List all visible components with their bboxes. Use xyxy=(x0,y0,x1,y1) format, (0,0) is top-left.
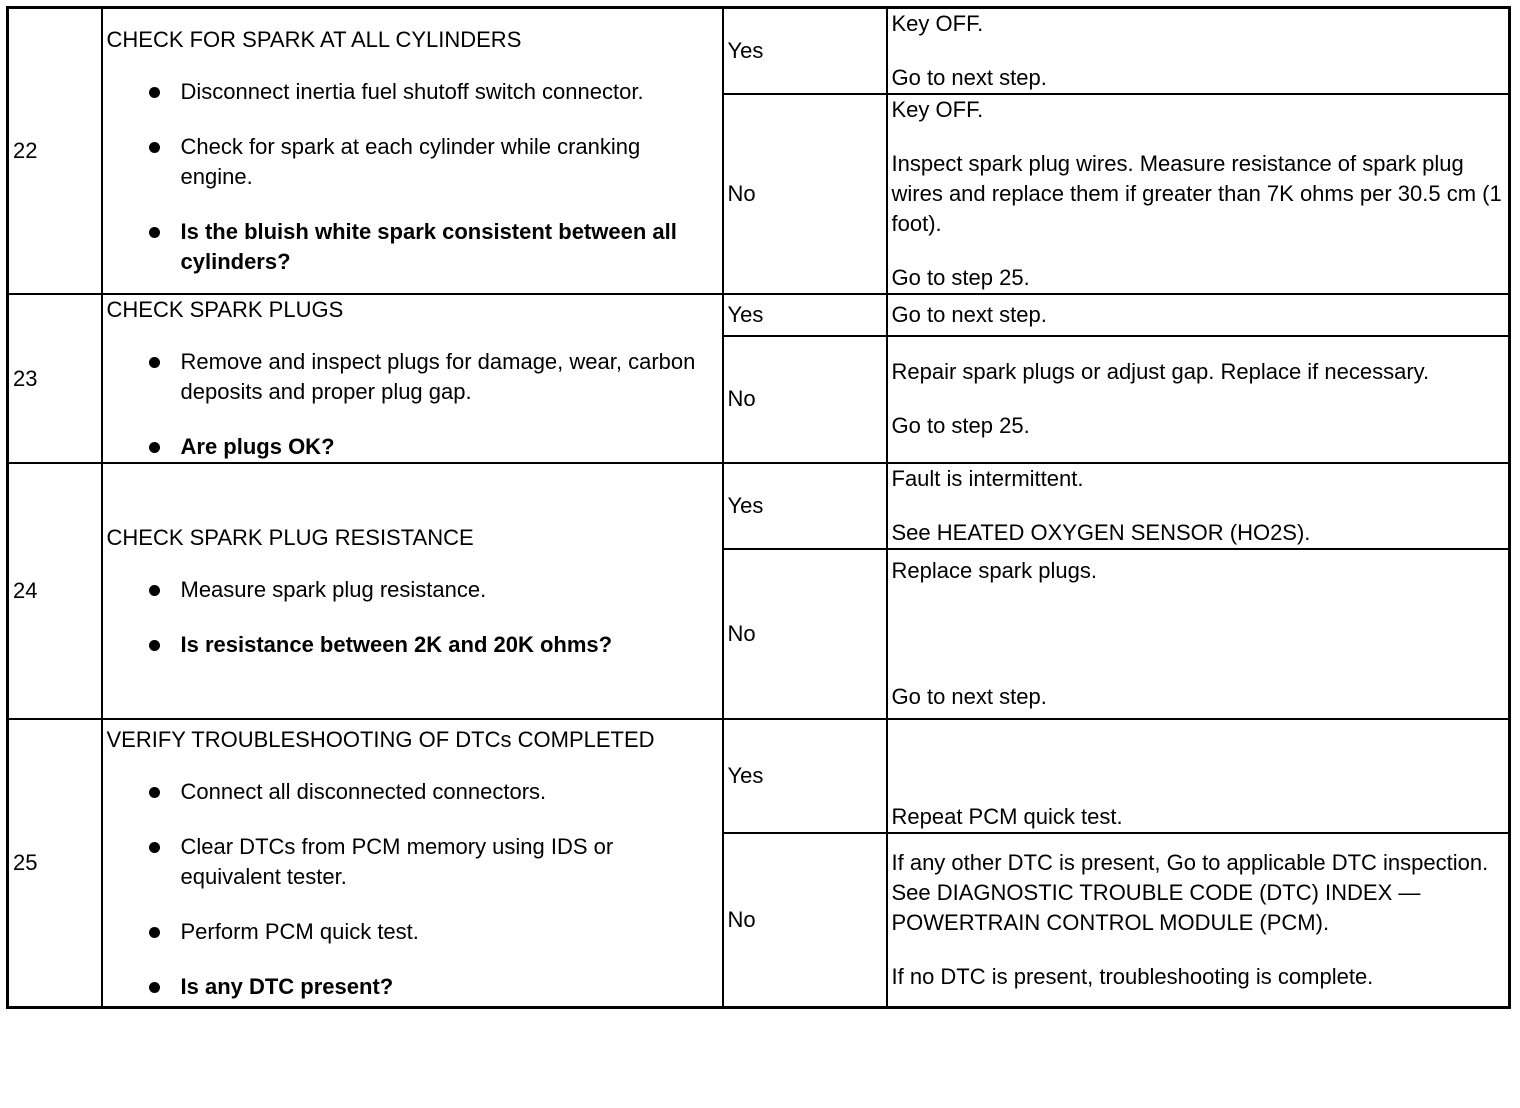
step-title: VERIFY TROUBLESHOOTING OF DTCs COMPLETED xyxy=(106,726,655,752)
result-line: If any other DTC is present, Go to applicable DTC inspection. See DIAGNOSTIC TROUBLE CODE (DTC) INDEX — POWERTRAIN CONTROL MODULE (PCM). xyxy=(891,850,1489,935)
bullet-text: Connect all disconnected connectors. xyxy=(180,778,547,804)
result-line: Inspect spark plug wires. Measure resistance of spark plug wires and replace them if greater than 7K ohms per 30.5 cm (1 foot). xyxy=(891,151,1502,236)
result-no xyxy=(887,833,1510,1008)
answer-no: No xyxy=(723,833,887,1008)
step-row-24 xyxy=(8,463,1510,549)
bullet-icon xyxy=(149,357,160,368)
bullet-question xyxy=(107,630,718,660)
step-row-23 xyxy=(8,294,1510,336)
step-action xyxy=(102,294,723,463)
step-bullets xyxy=(107,347,718,462)
bullet-text: Clear DTCs from PCM memory using IDS or equivalent tester. xyxy=(180,833,614,889)
bullet-item xyxy=(107,132,718,192)
step-row-25 xyxy=(8,719,1510,833)
bullet-icon xyxy=(149,442,160,453)
bullet-icon xyxy=(149,585,160,596)
result-line: Repeat PCM quick test. xyxy=(891,804,1123,829)
result-line: Key OFF. xyxy=(891,97,984,122)
result-no xyxy=(887,336,1510,463)
bullet-question xyxy=(107,972,718,1002)
bullet-icon xyxy=(149,927,160,938)
bullet-icon xyxy=(149,640,160,651)
bullet-icon xyxy=(149,842,160,853)
step-action xyxy=(102,719,723,1008)
step-title: CHECK FOR SPARK AT ALL CYLINDERS xyxy=(106,27,522,52)
result-line: Fault is intermittent. xyxy=(891,466,1084,491)
diagnostic-table xyxy=(6,6,1511,1009)
result-line: Go to step 25. xyxy=(891,265,1030,290)
result-line: Repair spark plugs or adjust gap. Replace if necessary. xyxy=(891,359,1430,385)
step-title: CHECK SPARK PLUG RESISTANCE xyxy=(106,524,474,550)
step-action xyxy=(102,8,723,295)
result-yes xyxy=(887,719,1510,833)
bullet-question xyxy=(107,432,718,462)
answer-yes: Yes xyxy=(723,294,887,336)
result-line: Go to next step. xyxy=(891,65,1047,90)
step-row-22 xyxy=(8,8,1510,95)
answer-yes: Yes xyxy=(723,8,887,95)
result-no xyxy=(887,549,1510,719)
answer-no: No xyxy=(723,549,887,719)
result-line: Go to step 25. xyxy=(891,413,1030,439)
step-number: 24 xyxy=(8,463,102,719)
bullet-text: Remove and inspect plugs for damage, wear, carbon deposits and proper plug gap. xyxy=(180,349,696,404)
answer-no: No xyxy=(723,94,887,294)
question-text: Is the bluish white spark consistent between all cylinders? xyxy=(180,219,677,274)
step-number: 22 xyxy=(8,8,102,295)
result-line: Replace spark plugs. xyxy=(891,558,1097,583)
result-line: Go to next step. xyxy=(891,301,1047,327)
result-yes xyxy=(887,463,1510,549)
step-title: CHECK SPARK PLUGS xyxy=(106,297,344,322)
bullet-icon xyxy=(149,87,160,98)
bullet-item xyxy=(107,347,718,407)
result-yes xyxy=(887,8,1510,95)
result-line: Key OFF. xyxy=(891,11,984,36)
step-action xyxy=(102,463,723,719)
bullet-item xyxy=(107,832,718,892)
answer-yes: Yes xyxy=(723,463,887,549)
bullet-item xyxy=(107,777,718,807)
bullet-item xyxy=(107,917,718,947)
result-line: Go to next step. xyxy=(891,684,1047,709)
bullet-item xyxy=(107,77,718,107)
step-number: 23 xyxy=(8,294,102,463)
step-bullets xyxy=(107,777,718,1002)
bullet-icon xyxy=(149,227,160,238)
bullet-question xyxy=(107,217,718,277)
result-no xyxy=(887,94,1510,294)
bullet-icon xyxy=(149,787,160,798)
question-text: Is any DTC present? xyxy=(180,973,394,999)
step-bullets xyxy=(107,575,718,660)
bullet-text: Measure spark plug resistance. xyxy=(180,576,487,602)
bullet-icon xyxy=(149,142,160,153)
bullet-text: Disconnect inertia fuel shutoff switch connector. xyxy=(180,79,644,104)
answer-yes: Yes xyxy=(723,719,887,833)
result-line: See HEATED OXYGEN SENSOR (HO2S). xyxy=(891,520,1311,545)
step-number: 25 xyxy=(8,719,102,1008)
bullet-icon xyxy=(149,982,160,993)
answer-no: No xyxy=(723,336,887,463)
question-text: Is resistance between 2K and 20K ohms? xyxy=(180,631,613,657)
question-text: Are plugs OK? xyxy=(180,434,335,459)
result-line: If no DTC is present, troubleshooting is complete. xyxy=(891,964,1374,989)
step-bullets xyxy=(107,77,718,277)
bullet-text: Perform PCM quick test. xyxy=(180,918,419,944)
bullet-text: Check for spark at each cylinder while cranking engine. xyxy=(180,134,641,189)
bullet-item xyxy=(107,575,718,605)
result-yes xyxy=(887,294,1510,336)
